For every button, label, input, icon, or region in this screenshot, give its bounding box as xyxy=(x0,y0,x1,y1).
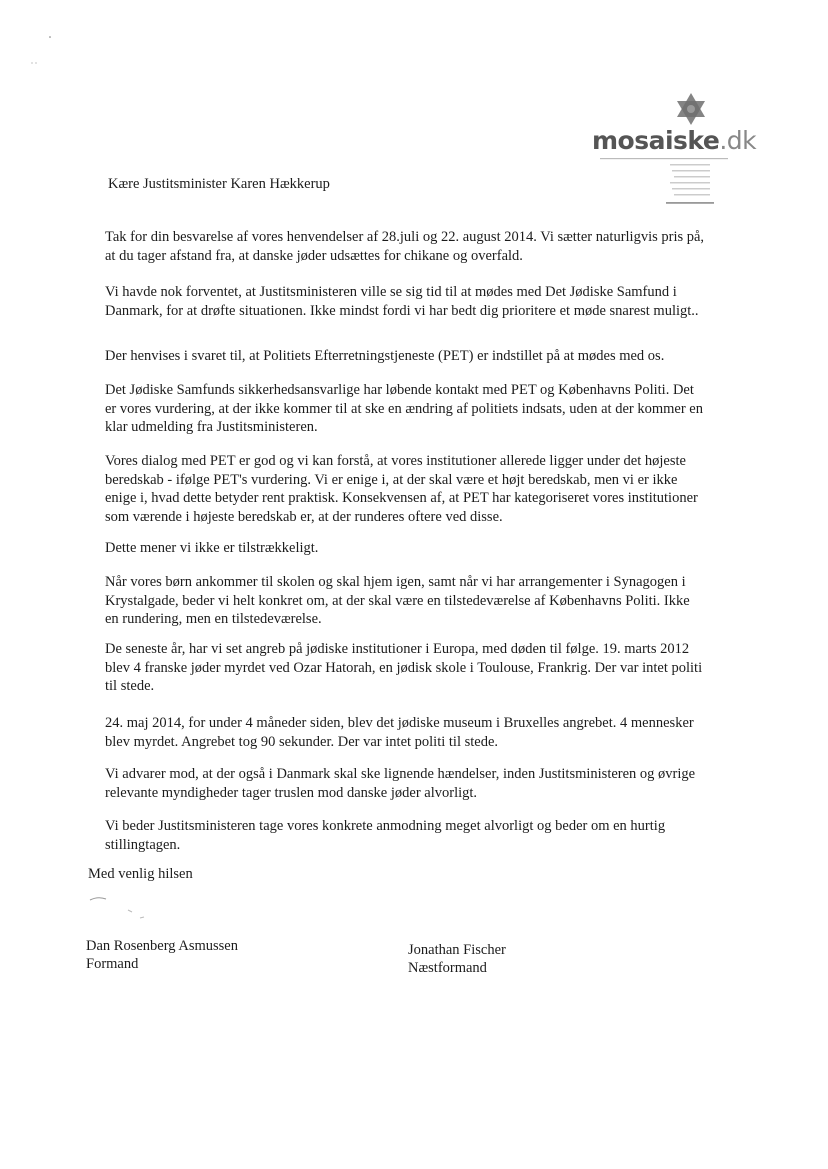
logo-tld: .dk xyxy=(719,126,757,155)
organization-logo xyxy=(592,92,757,222)
signer-title: Næstformand xyxy=(408,960,487,976)
signer-name: Dan Rosenberg Asmussen xyxy=(86,938,238,954)
logo-name: mosaiske xyxy=(592,126,720,155)
star-of-david-icon xyxy=(674,92,708,126)
logo-wordmark xyxy=(592,126,756,155)
paragraph-meeting-expectation: Vi havde nok forventet, at Justitsministeren ville se sig tid til at mødes med Det Jødiske Samfund i Danmark, for at drøfte situationen. Ikke mindst fordi vi har bedt dig prioritere et møde snarest muligt.. xyxy=(105,284,699,319)
paragraph-pet-dialog: Vores dialog med PET er god og vi kan forstå, at vores institutioner allerede ligger under det højeste beredskab - ifølge PET's vurdering. Vi er enige i, at der skal være et højt beredskab, men vi er ikke enige i, hvad dette betyder rent praktisk. Konsekvensen af, at PET har kategoriseret vores institutioner som værende i højeste beredskab er, at der runderes oftere ved disse. xyxy=(105,453,698,525)
paragraph-warning: Vi advarer mod, at der også i Danmark skal ske lignende hændelser, inden Justitsministeren og øvrige relevante myndigheder tager truslen mod danske jøder alvorligt. xyxy=(105,766,696,801)
paragraph-thanks: Tak for din besvarelse af vores henvendelser af 28.juli og 22. august 2014. Vi sætter naturligvis pris på, at du tager afstand fra, at danske jøder udsættes for chikane og overfald. xyxy=(105,229,705,264)
closing-phrase: Med venlig hilsen xyxy=(88,866,193,882)
signer-chairman xyxy=(86,937,238,973)
paragraph-pet-referral: Der henvises i svaret til, at Politiets Efterretningstjeneste (PET) er indstillet på at mødes med os. xyxy=(105,348,665,364)
salutation: Kære Justitsminister Karen Hækkerup xyxy=(108,176,330,192)
paragraph-final-request: Vi beder Justitsministeren tage vores konkrete anmodning meget alvorligt og beder om en hurtig stillingtagen. xyxy=(105,818,666,853)
paragraph-security-contact: Det Jødiske Samfunds sikkerhedsansvarlige har løbende kontakt med PET og Københavns Politi. Det er vores vurdering, at der ikke kommer til at ske en ændring af politiets indsats, uden at der kommer en klar udmelding fra Justitsministeren. xyxy=(105,382,703,435)
logo-contact-smudge xyxy=(600,158,730,214)
paragraph-toulouse: De seneste år, har vi set angreb på jødiske institutioner i Europa, med døden til følge. 19. marts 2012 blev 4 franske jøder myrdet ved Ozar Hatorah, en jødisk skole i Toulouse, Frankrig. Der var intet politi til stede. xyxy=(105,641,703,694)
signer-name: Jonathan Fischer xyxy=(408,942,506,958)
signer-vice-chairman xyxy=(408,941,506,977)
signature-scribble xyxy=(88,888,158,928)
paragraph-insufficient: Dette mener vi ikke er tilstrækkeligt. xyxy=(105,540,319,556)
paragraph-bruxelles: 24. maj 2014, for under 4 måneder siden, blev det jødiske museum i Bruxelles angrebet. 4 mennesker blev myrdet. Angrebet tog 90 sekunder. Der var intet politi til stede. xyxy=(105,715,694,750)
signer-title: Formand xyxy=(86,956,139,972)
scan-margin-marks xyxy=(30,30,90,70)
paragraph-request-presence: Når vores børn ankommer til skolen og skal hjem igen, samt når vi har arrangementer i Synagogen i Krystalgade, beder vi helt konkret om, at der skal være en tilstedeværelse af Københavns Politi. Ikke en rundering, men en tilstedeværelse. xyxy=(105,574,690,627)
